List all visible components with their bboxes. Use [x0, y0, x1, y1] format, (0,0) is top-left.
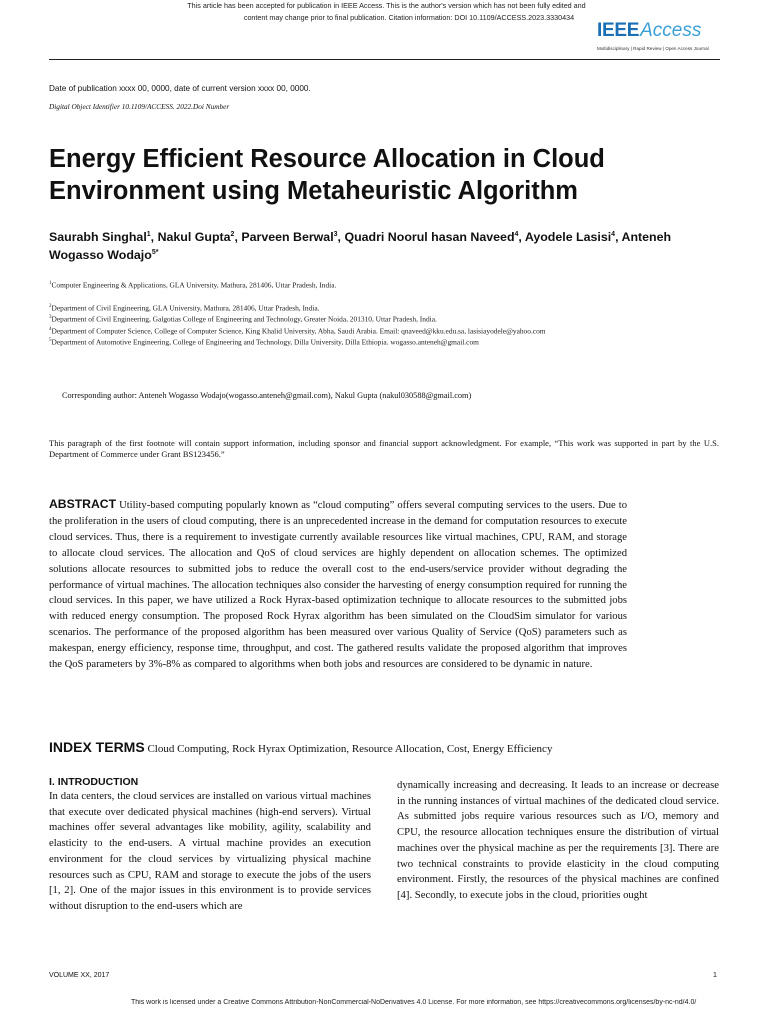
affiliation-block-1: [49, 279, 729, 290]
intro-paragraph-right: dynamically increasing and decreasing. It leads to an increase or decrease in the running instances of virtual machines of the dedicated cloud service. As submitted jobs require various resources such as I/O, memory and CPU, the resource allocation techniques ensure the distribution of virtual machines over the physical machine as per the requirements [3]. There are two technical constraints to provide elasticity in the cloud computing environment. Firstly, the resources of the physical machines are confined [4]. Secondly, to execute jobs in the cloud, priorities ought: [397, 779, 719, 901]
section-heading: I. INTRODUCTION: [49, 776, 139, 788]
affiliation-mark: 5: [49, 338, 52, 344]
author-name: Ayodele Lasisi: [524, 230, 612, 245]
footer-volume: VOLUME XX, 2017: [49, 972, 110, 979]
index-terms-label: INDEX TERMS: [49, 739, 145, 755]
author: [525, 230, 622, 244]
acceptance-note-line-1: This article has been accepted for publication in IEEE Access. This is the author's version which has not been fully edited and: [187, 1, 586, 10]
acceptance-note-line-2: content may change prior to final publication. Citation information: DOI 10.1109/ACCESS.2023.3330434: [243, 13, 575, 22]
author-separator: ,: [234, 230, 242, 245]
index-terms: [49, 739, 729, 757]
abstract: [49, 497, 627, 673]
affiliation: [49, 336, 729, 347]
affiliation-text: Computer Engineering & Applications, GLA University, Mathura, 281406, Uttar Pradesh, India.: [51, 280, 337, 290]
affiliation: [49, 302, 729, 313]
author-list: [49, 227, 689, 263]
affiliation-text: Department of Automotive Engineering, College of Engineering and Technology, Dilla University, Dilla Ethiopia. wogasso.anteneh@gmail.com: [51, 337, 479, 347]
intro-left-column: [49, 775, 371, 915]
author-affiliation-mark: 1: [146, 231, 151, 238]
paper-title: Energy Efficient Resource Allocation in Cloud Environment using Metaheuristic Algorithm: [49, 145, 605, 205]
affiliation-mark: 1: [49, 281, 52, 286]
logo-tagline: Multidisciplinary | Rapid Review | Open Access Journal: [597, 46, 709, 51]
affiliation-text: Department of Civil Engineering, Galgotias College of Engineering and Technology, Greater Noida, 201310, Uttar Pradesh, India.: [51, 314, 437, 324]
author-affiliation-mark: 2: [230, 231, 235, 238]
publication-date: Date of publication xxxx 00, 0000, date of current version xxxx 00, 0000.: [49, 84, 311, 93]
intro-right-column: [397, 778, 719, 904]
affiliation-text: Department of Civil Engineering, GLA University, Mathura, 281406, Uttar Pradesh, India.: [51, 303, 320, 313]
affiliation-mark: 4: [49, 326, 52, 332]
abstract-text: Utility-based computing popularly known as “cloud computing” offers several computing services to the users. Due to the proliferation in the users of cloud computing, there is an unprecedented increase in the demand for computation resources to execute cloud services. Thus, there is a requirement to investigate currently available resources like virtual machines, CPU, RAM, and storage to allocate cloud services. The allocation and QoS of cloud services are highly dependent on allocation schemes. The optimized solutions allocate resources to submitted jobs to reduce the overall cost to the end-users/service provider without degrading the performance of virtual machines. The allocation techniques also consider the harvesting of energy consumption required for running the cloud services. In this paper, we have utilized a Rock Hyrax-based optimization technique to allocate resources to the submitted jobs with reduced energy consumption. The proposed Rock Hyrax algorithm has been simulated on the CloudSim simulator for various scenarios. The performance of the proposed algorithm has been measured over various Quality of Service (QoS) parameters such as makespan, energy efficiency, response time, throughput, and cost. The gathered results validate the proposed algorithm that improves the QoS parameters by 3%-8% as compared to algorithms when both jobs and resources are considered to be dynamic in nature.: [49, 500, 627, 671]
author-name: Saurabh Singhal: [49, 230, 147, 245]
author-name: Parveen Berwal: [241, 230, 334, 245]
author-affiliation-mark: 3: [333, 231, 338, 238]
author-name: Anteneh Wogasso Wodajo: [49, 230, 672, 263]
logo-access-text: Access: [640, 20, 702, 41]
author-name: Nakul Gupta: [157, 230, 231, 245]
license-notice: This work is licensed under a Creative Commons Attribution-NonCommercial-NoDerivatives 4.0 License. For more information, see https://creativecommons.org/licenses/by-nc-nd/4.0/: [131, 999, 697, 1006]
affiliation-mark: 3: [49, 315, 52, 321]
author-affiliation-mark: 5*: [151, 249, 159, 257]
funding-footnote: This paragraph of the first footnote will contain support information, including sponsor and financial support acknowledgment. For example, “This work was supported in part by the U.S. Department of Commerce under Grant BS123456.”: [49, 438, 719, 459]
author-separator: ,: [150, 230, 158, 245]
index-terms-text: Cloud Computing, Rock Hyrax Optimization, Resource Allocation, Cost, Energy Efficiency: [147, 743, 553, 755]
author-name: Quadri Noorul hasan Naveed: [344, 230, 515, 245]
author: [241, 230, 344, 244]
author-affiliation-mark: 4: [611, 231, 616, 238]
corresponding-author: Corresponding author: Anteneh Wogasso Wodajo(wogasso.anteneh@gmail.com), Nakul Gupta (nakul030588@gmail.com): [62, 391, 472, 400]
affiliation: [49, 325, 729, 336]
author-affiliation-mark: 4: [514, 231, 519, 238]
affiliation-block-2: [49, 302, 729, 348]
author: [344, 230, 524, 244]
affiliation-text: Department of Computer Science, College of Computer Science, King Khalid University, Abha, Saudi Arabia. Email: qnaveed@kku.edu.sa, lasisiayodele@yahoo.com: [51, 326, 546, 336]
author: [158, 230, 242, 244]
author-separator: ,: [518, 230, 525, 245]
author-separator: ,: [337, 230, 345, 245]
logo-ieee-text: IEEE: [597, 20, 640, 41]
header-rule: [49, 59, 720, 60]
ieee-access-logo: [597, 21, 722, 55]
author: [49, 230, 158, 244]
affiliation-mark: 2: [49, 304, 52, 309]
abstract-label: ABSTRACT: [49, 497, 117, 511]
affiliation: [49, 279, 729, 290]
affiliation: [49, 313, 729, 324]
footer-page-number: 1: [713, 972, 717, 979]
intro-paragraph-left: In data centers, the cloud services are installed on various virtual machines that execute over dedicated physical machines (high-end servers). Virtual machines offer several advantages like mobility, agility, scalability and elasticity to the end-users. A virtual machine provides an execution environment for the cloud services by virtualizing physical machine resources such as CPU, RAM and storage to execute the jobs of the users [1, 2]. One of the major issues in this environment is to provide services without disruption to the end-users which are: [49, 790, 371, 912]
doi-line: Digital Object Identifier 10.1109/ACCESS. 2022.Doi Number: [49, 102, 230, 111]
author-separator: ,: [615, 230, 622, 245]
